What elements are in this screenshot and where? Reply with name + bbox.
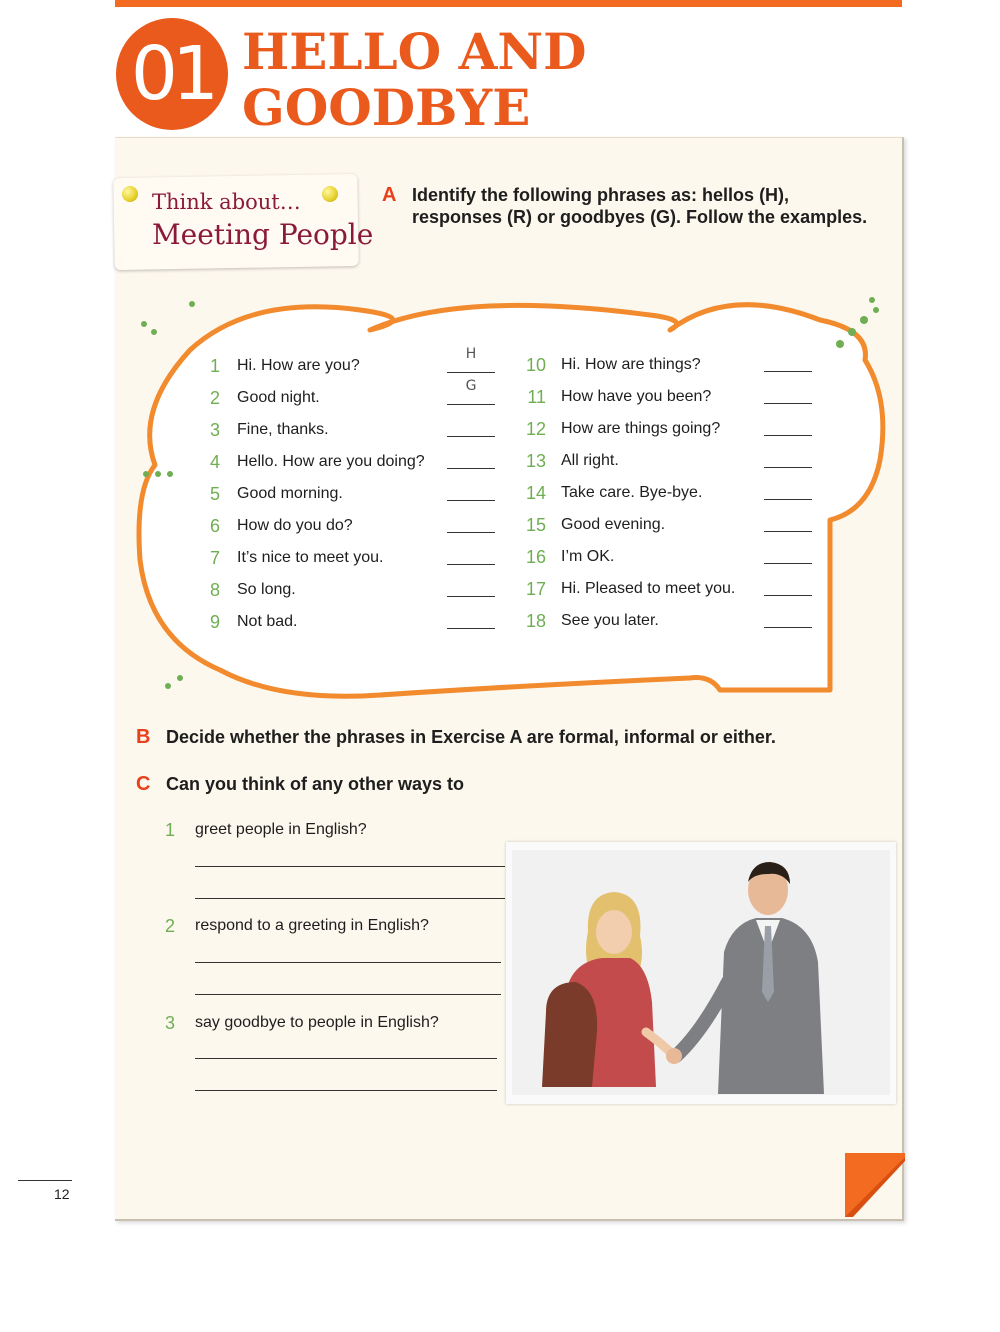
item-number: 8 [209,580,220,600]
item-number: 12 [525,419,546,439]
unit-number-badge: 01 [116,18,228,130]
unit-title-line1: HELLO AND [242,22,587,81]
pin-icon [122,186,138,202]
answer-handwritten: H [465,346,477,362]
item-number: 1 [209,356,220,376]
item-number: 16 [525,547,546,567]
page-number: 12 [54,1186,70,1202]
answer-line[interactable] [195,1090,497,1091]
item-number: 11 [527,387,546,407]
phrase-text: Good night. [237,389,320,406]
item-number: 9 [209,612,220,632]
exercise-a-instruction [412,184,882,228]
exercise-c-prompt: respond to a greeting in English? [195,917,429,934]
answer-blank[interactable] [764,403,812,404]
phrase-text: All right. [561,452,619,469]
phrase-text: Hi. How are things? [561,356,701,373]
item-number: 7 [209,548,220,568]
item-number: 10 [525,355,546,375]
answer-blank[interactable] [447,500,495,501]
phrase-text: It’s nice to meet you. [237,549,384,566]
exercise-b-letter: B [136,726,151,748]
answer-blank[interactable] [447,436,495,437]
unit-title-line2: GOODBYE [242,78,531,137]
exercise-c-letter: C [136,773,151,795]
exercise-c-instruction: Can you think of any other ways to [166,774,465,794]
item-number: 2 [209,388,220,408]
item-number: 3 [165,1013,176,1033]
item-number: 6 [209,516,220,536]
answer-line[interactable] [195,994,501,995]
phrase-text: How are things going? [561,420,721,437]
handshake-photo [506,842,896,1104]
phrase-text: So long. [237,581,296,598]
answer-blank[interactable] [764,595,812,596]
exercise-a-goodbyes: goodbyes [560,207,646,227]
phrase-text: Take care. Bye-bye. [561,484,703,501]
exercise-a-responses: responses [412,207,503,227]
exercise-c-prompt: say goodbye to people in English? [195,1014,439,1031]
item-number: 4 [209,452,220,472]
top-rule [115,0,902,7]
phrase-text: I’m OK. [561,548,615,565]
phrase-text: Good evening. [561,516,666,533]
exercise-c-prompt: greet people in English? [195,821,367,838]
page-number-rule [18,1180,72,1181]
phrase-text: Fine, thanks. [237,421,329,438]
pin-icon [322,186,338,202]
phrase-text: Not bad. [237,613,298,630]
answer-blank[interactable] [764,563,812,564]
answer-blank[interactable] [764,531,812,532]
answer-blank[interactable] [764,627,812,628]
answer-blank[interactable] [764,371,812,372]
answer-blank[interactable] [447,596,495,597]
exercise-b-instruction: Decide whether the phrases in Exercise A are formal, informal or either. [166,727,776,747]
answer-blank[interactable] [764,467,812,468]
phrase-text: How do you do? [237,517,353,534]
answer-blank[interactable] [447,628,495,629]
answer-blank[interactable] [447,532,495,533]
answer-blank[interactable] [764,499,812,500]
answer-blank[interactable] [447,404,495,405]
answer-blank[interactable] [447,468,495,469]
exercise-a-text: (H), [754,185,790,205]
page-curl-corner [845,1153,905,1217]
answer-line[interactable] [195,866,505,867]
exercise-a-letter: A [382,184,397,206]
item-number: 17 [525,579,546,599]
answer-blank[interactable] [447,372,495,373]
phrase-text: Good morning. [237,485,343,502]
item-number: 15 [525,515,546,535]
answer-line[interactable] [195,962,501,963]
unit-title [242,24,586,136]
exercise-a-text: (G). Follow the examples. [645,207,868,227]
item-number: 5 [209,484,220,504]
phrase-text: How have you been? [561,388,712,405]
answer-line[interactable] [195,898,505,899]
exercise-a-text: (R) or [502,207,561,227]
phrase-text: Hi. Pleased to meet you. [561,580,736,597]
item-number: 3 [209,420,220,440]
exercise-a-hellos: hellos [702,185,755,205]
exercise-a-text: Identify the following phrases as: [412,185,703,205]
item-number: 1 [165,820,176,840]
answer-handwritten: G [465,378,477,394]
answer-blank[interactable] [447,564,495,565]
item-number: 13 [525,451,546,471]
think-about-label: Think about… [152,190,301,214]
phrase-text: Hello. How are you doing? [237,453,425,470]
think-about-topic: Meeting People [152,218,374,251]
item-number: 14 [525,483,546,503]
answer-blank[interactable] [764,435,812,436]
phrase-text: See you later. [561,612,659,629]
item-number: 18 [525,611,546,631]
answer-line[interactable] [195,1058,497,1059]
item-number: 2 [165,916,176,936]
phrase-text: Hi. How are you? [237,357,360,374]
